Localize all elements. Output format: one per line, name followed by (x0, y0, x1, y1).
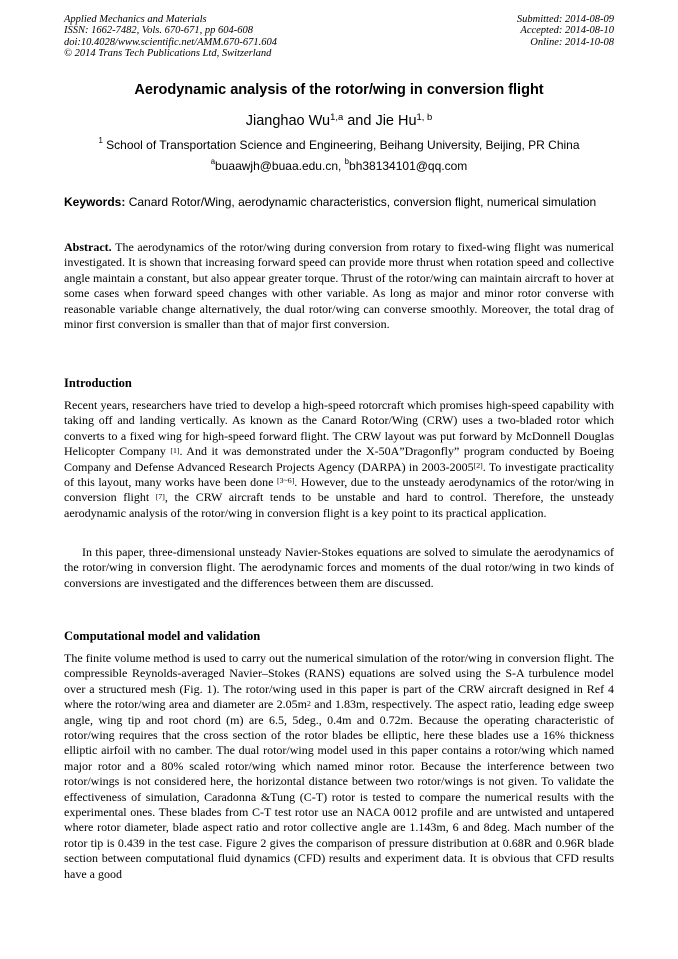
author-conjunction: and (343, 113, 376, 129)
author-affil-mark: 1,a (330, 111, 344, 123)
email-separator: , (338, 159, 345, 173)
paper-title: Aerodynamic analysis of the rotor/wing in conversion flight (134, 82, 544, 98)
keywords-label: Keywords: (64, 195, 126, 209)
journal-info (64, 14, 277, 60)
author-line (40, 113, 638, 129)
paragraph-text: Recent years, researchers have tried to develop a high-speed rotorcraft which promises high-speed capability with taking off and landing vertically. As known as the Canard Rotor/Wing (CRW) uses a two-bladed rotor which converts to a fixed wing for high-speed forward flight. The CRW layout was put forward by McDonnell Douglas Helicopter Company (64, 398, 614, 459)
citation[interactable]: [2] (473, 461, 483, 471)
abstract (64, 240, 614, 332)
author-emails (40, 159, 638, 173)
affiliation-mark: 1 (98, 136, 103, 146)
journal-name: Applied Mechanics and Materials (64, 14, 207, 25)
author-affil-mark: 1, b (416, 111, 433, 123)
paragraph-text: The finite volume method is used to carry out the numerical simulation of the rotor/wing in conversion flight. The compressible Reynolds-averaged Navier–Stokes (RANS) equations are solved using the S-A turbulence model over a structured mesh (Fig. 1). The rotor/wing used in this paper is part of the CRW aircraft designed in Ref 4 where the rotor/wing area and diameter are 2.05m (64, 651, 614, 712)
intro-paragraph: In this paper, three-dimensional unsteady Navier-Stokes equations are solved to simulate the aerodynamics of the rotor/wing in conversion flight. The aerodynamic forces and moments of the dual rotor/wing in two kinds of conversions are investigated and the differences between them are discussed. (64, 545, 614, 590)
paragraph-text: and 1.83m, respectively. The aspect ratio, leading edge sweep angle, wing tip and root chord (m) are 6.5, 5deg., 0.4m and 0.72m. Because the operating characteristic of rotor/wing requires that the cross section of the rotor blades be elliptic, here these blades use a 16% thickness elliptic airfoil with no camber. The dual rotor/wing model used in this paper contains a rotor/wing which named major rotor and a 80% scaled rotor/wing which named minor rotor. Because the interference between two rotor/wings is not considered here, the horizontal distance between two rotor/wings is not given. To validate the effectiveness of simulation, Caradonna &Tung (C-T) rotor is tested to compare the numerical results with the experimental ones. These blades from C-T test rotor use an NACA 0012 profile and are untwisted and untapered where rotor diameter, blade aspect ratio and rotor collective angle are 1.143m, 6 and 8deg. Mach number of the rotor tip is 0.439 in the test case. Figure 2 gives the comparison of pressure distribution at 0.68R and 0.96R blade section between computational fluid dynamics (CFD) results and experiment data. It is obvious that CFD results have a good (64, 697, 614, 881)
abstract-text: The aerodynamics of the rotor/wing during conversion from rotary to fixed-wing flight was numerical investigated. It is shown that increasing forward speed can provide more thrust when rotation speed and collective angle maintain a constant, but also appear greater torque. Thrust of the rotor/wing can maintain aircraft to hover at some cases when forward speed changes with other variable. As long as major and minor rotor converse with reasonable variable change alternatively, the dual rotor/wing can converse smoothly. Moreover, the total drag of minor first conversion is smaller than that of major first conversion. (64, 240, 614, 332)
journal-doi: doi:10.4028/www.scientific.net/AMM.670-671.604 (64, 36, 277, 48)
author-name: Jianghao Wu (245, 113, 331, 129)
keywords-text: Canard Rotor/Wing, aerodynamic characteristics, conversion flight, numerical simulation (125, 195, 597, 209)
citation[interactable]: [7] (155, 491, 165, 501)
paragraph-text: . To investigate practicality of this layout, many works have been done (64, 459, 614, 490)
date-online: Online: 2014-10-08 (530, 36, 614, 48)
section-heading-computational-model: Computational model and validation (64, 629, 261, 643)
paragraph-text: . However, due to the unsteady aerodynamics of the rotor/wing in conversion flight (64, 475, 615, 505)
email-mark: b (344, 157, 350, 167)
citation[interactable]: [1] (170, 445, 180, 455)
email-mark: a (210, 157, 216, 167)
paragraph-text: , the CRW aircraft tends to be unstable and hard to control. Therefore, the unsteady aerodynamic analysis of the rotor/wing in conversion flight is a key point to its practical application. (64, 490, 614, 520)
section-heading-introduction: Introduction (64, 376, 132, 390)
intro-paragraph (64, 398, 614, 521)
email-link[interactable]: bh38134101@qq.com (349, 159, 468, 173)
author-name: Jie Hu (375, 113, 417, 129)
affiliation (40, 138, 638, 152)
date-accepted: Accepted: 2014-08-10 (520, 25, 614, 37)
superscript: 2 (306, 698, 311, 708)
abstract-label: Abstract. (64, 240, 112, 254)
affiliation-text: School of Transportation Science and Engineering, Beihang University, Beijing, PR China (102, 138, 580, 152)
computational-paragraph (64, 651, 614, 882)
email-link[interactable]: buaawjh@buaa.edu.cn (215, 159, 338, 173)
paragraph-text: . And it was demonstrated under the X-50A”Dragonfly” program conducted by Boeing Company and Defense Advanced Research Projects Agency (DARPA) in 2003-2005 (64, 444, 614, 474)
citation[interactable]: [3~6] (276, 476, 295, 486)
date-submitted: Submitted: 2014-08-09 (516, 14, 614, 25)
journal-issn: ISSN: 1662-7482, Vols. 670-671, pp 604-608 (64, 25, 253, 37)
journal-copyright: © 2014 Trans Tech Publications Ltd, Switzerland (64, 48, 272, 60)
keywords (64, 195, 614, 210)
submission-dates (517, 14, 614, 48)
